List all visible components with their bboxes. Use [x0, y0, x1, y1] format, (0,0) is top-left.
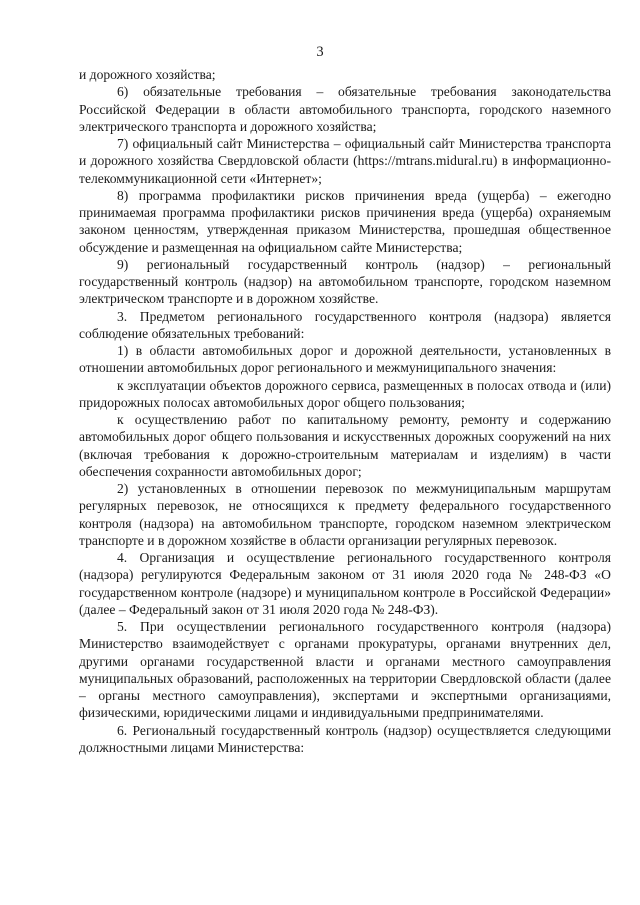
page-number: 3 [316, 44, 324, 60]
paragraph-section-3: 3. Предметом регионального государственного контроля (надзора) является соблюдение обязательных требований: [79, 308, 611, 341]
paragraph-section-3-item-2: 2) установленных в отношении перевозок по межмуниципальным маршрутам регулярных перевозок, не относящихся к предмету федерального государственного контроля (надзора) на автомобильном транспорте, городском наземном электрическом транспорте и в дорожном хозяйстве в области организации регулярных перевозок. [79, 481, 611, 548]
paragraph-road-repair: к осуществлению работ по капитальному ремонту, ремонту и содержанию автомобильных дорог общего пользования и искусственных дорожных сооружений на них (включая требования к дорожно-строительным материалам и изделиям) в части обеспечения сохранности автомобильных дорог; [79, 412, 611, 479]
paragraph-item-7: 7) официальный сайт Министерства – официальный сайт Министерства транспорта и дорожного хозяйства Свердловской области (https://mtrans.midural.ru) в информационно-телекоммуникационной сети «Интернет»; [79, 136, 611, 186]
paragraph-section-5: 5. При осуществлении регионального государственного контроля (надзора) Министерство взаимодействует с органами прокуратуры, органами внутренних дел, другими органами государственной власти и органами местного самоуправления муниципальных образований, расположенных на территории Свердловской области (далее – органы местного самоуправления), экспертами и экспертными организациями, физическими, юридическими лицами и индивидуальными предпринимателями. [79, 619, 611, 721]
paragraph-item-6: 6) обязательные требования – обязательные требования законодательства Российской Федерации в области автомобильного транспорта, городского наземного электрического транспорта и дорожного хозяйства; [79, 84, 611, 134]
paragraph-item-8: 8) программа профилактики рисков причинения вреда (ущерба) – ежегодно принимаемая программа профилактики рисков причинения вреда (ущерба) охраняемым законом ценностям, утвержденная приказом Министерства, прошедшая общественное обсуждение и размещенная на официальном сайте Министерства; [79, 187, 611, 255]
paragraph-section-6: 6. Региональный государственный контроль (надзор) осуществляется следующими должностными лицами Министерства: [79, 722, 611, 755]
paragraph-section-4: 4. Организация и осуществление регионального государственного контроля (надзора) регулируются Федеральным законом от 31 июля 2020 года № 248-ФЗ «О государственном контроле (надзоре) и муниципальном контроле в Российской Федерации» (далее – Федеральный закон от 31 июля 2020 года № 248-ФЗ). [79, 550, 611, 617]
document-body [79, 66, 611, 756]
paragraph-item-9: 9) региональный государственный контроль (надзор) – региональный государственный контроль (надзор) на автомобильном транспорте, городском наземном электрическом транспорте и в дорожном хозяйстве. [79, 256, 611, 307]
paragraph-section-3-item-1: 1) в области автомобильных дорог и дорожной деятельности, установленных в отношении автомобильных дорог регионального и межмуниципального значения: [79, 343, 611, 376]
paragraph-continuation: и дорожного хозяйства; [79, 67, 216, 82]
paragraph-road-service: к эксплуатации объектов дорожного сервиса, размещенных в полосах отвода и (или) придорожных полосах автомобильных дорог общего пользования; [79, 377, 611, 410]
